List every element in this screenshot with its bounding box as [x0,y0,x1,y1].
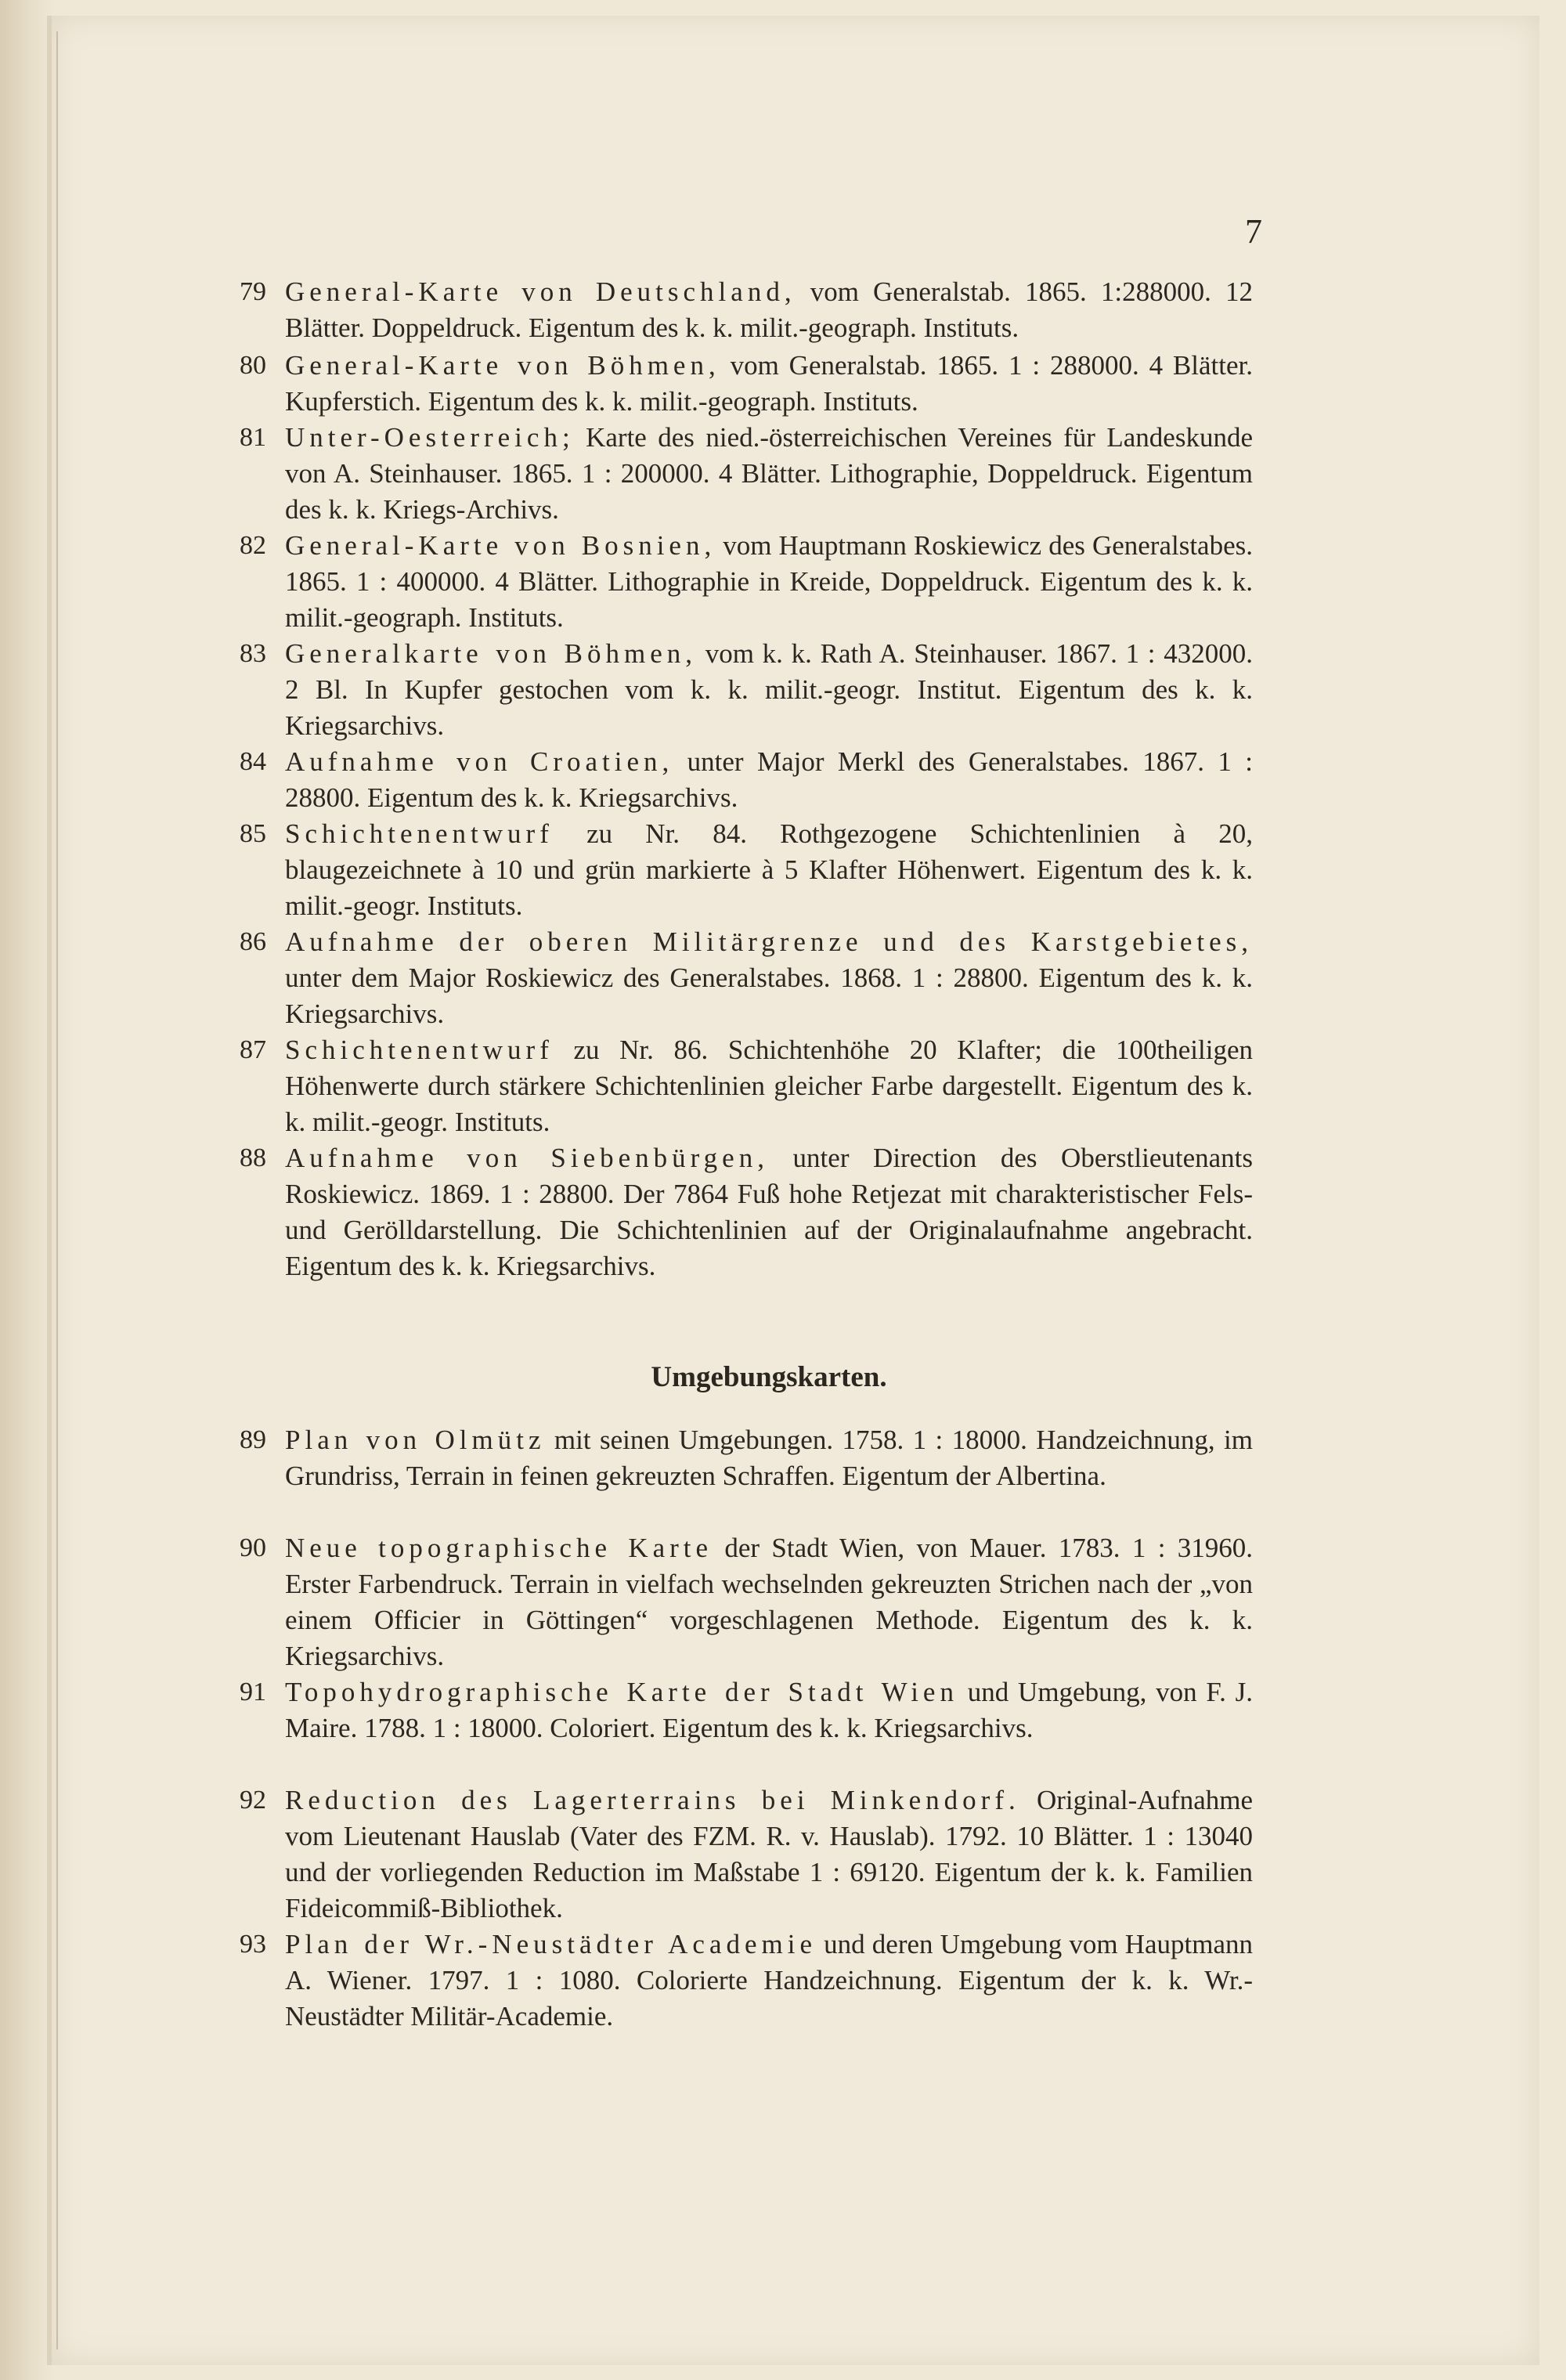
entry-body: der Stadt Wien, von Mauer. 1783. 1 : 31960. Erster Farbendruck. Terrain in vielfach wechselnden gekreuzten Strichen nach der „von einem Officier in Göttingen“ vorgeschlagenen Methode. Eigentum des k. k. Kriegsarchivs. [285,1533,1253,1671]
entry-body: Karte des nied.-österreichischen Vereines für Landeskunde von A. Steinhauser. 1865. 1 : 200000. 4 Blätter. Lithographie, Doppeldruck. Eigentum des k. k. Kriegs-Archivs. [285,422,1253,525]
entry-text [285,1140,1253,1284]
entry-text [285,1927,1253,2035]
entry-title: Aufnahme von Croatien, [285,746,674,777]
entry-number: 88 [240,1143,266,1172]
entry-number: 79 [240,277,266,306]
entry-title: Unter-Oesterreich; [285,422,575,453]
entry-number: 92 [240,1786,266,1815]
entry-title: General-Karte von Bosnien, [285,530,716,561]
entry-title: General-Karte von Böhmen, [285,350,720,381]
entry-number: 83 [240,639,266,668]
entry-number: 82 [240,531,266,560]
entry-body: vom k. k. Rath A. Steinhauser. 1867. 1 : 432000. 2 Bl. In Kupfer gestochen vom k. k. milit.-geogr. Institut. Eigentum des k. k. Kriegsarchivs. [285,638,1254,741]
entry-body: und Umgebung, von F. J. Maire. 1788. 1 : 18000. Coloriert. Eigentum des k. k. Kriegsarchivs. [285,1677,1253,1743]
entry-number: 85 [240,819,266,848]
entry-body: unter Major Merkl des Generalstabes. 1867. 1 : 28800. Eigentum des k. k. Kriegsarchivs. [285,746,1253,813]
entry-text [285,1530,1253,1674]
entry-number: 89 [240,1425,266,1454]
entry-text [285,1032,1253,1140]
entry-number: 80 [240,351,266,380]
entry-body: unter Direction des Oberstlieutenants Roskiewicz. 1869. 1 : 28800. Der 7864 Fuß hohe Retjezat mit charakteristischer Fels- und Gerölldarstellung. Die Schichtenlinien auf der Originalaufnahme angebracht. Eigentum des k. k. Kriegsarchivs. [285,1143,1253,1281]
entry-title: Plan von Olmütz [285,1425,546,1455]
entry-title: Aufnahme von Siebenbürgen, [285,1143,769,1173]
entry-text [285,924,1253,1032]
entry-number: 84 [240,747,266,776]
entry-title: Neue topographische Karte [285,1533,713,1563]
entry-title: Plan der Wr.-Neustädter Academie [285,1929,817,1959]
entry-title: Reduction des Lagerterrains bei Minkendorf. [285,1785,1020,1815]
entry-text [285,744,1253,816]
entry-title: Generalkarte von Böhmen, [285,638,698,669]
entry-body: mit seinen Umgebungen. 1758. 1 : 18000. Handzeichnung, im Grundriss, Terrain in feinen gekreuzten Schraffen. Eigentum der Albertina. [285,1425,1253,1491]
entry-text [285,348,1253,420]
entry-text [285,816,1253,924]
spine-line [56,31,58,2349]
entry-body: vom Generalstab. 1865. 1 : 288000. 4 Blätter. Kupferstich. Eigentum des k. k. milit.-geograph. Instituts. [285,350,1253,417]
entry-body: unter dem Major Roskiewicz des Generalstabes. 1868. 1 : 28800. Eigentum des k. k. Kriegsarchivs. [285,962,1253,1029]
entry-title: Schichtenentwurf [285,818,554,849]
entry-number: 86 [240,927,266,956]
entry-title: General-Karte von Deutschland, [285,276,796,307]
page-number: 7 [1245,212,1262,251]
entry-title: Topohydrographische Karte der Stadt Wien [285,1677,958,1707]
entry-body: Original-Aufnahme vom Lieutenant Hauslab (Vater des FZM. R. v. Hauslab). 1792. 10 Blätter. 1 : 13040 und der vorliegenden Reduction im Maßstabe 1 : 69120. Eigentum der k. k. Familien Fideicommiß-Bibliothek. [285,1785,1253,1923]
entry-text [285,528,1253,636]
entry-body: zu Nr. 86. Schichtenhöhe 20 Klafter; die 100theiligen Höhenwerte durch stärkere Schichtenlinien gleicher Farbe dargestellt. Eigentum des k. k. milit.-geogr. Instituts. [285,1035,1253,1137]
entry-text [285,1674,1253,1746]
entry-text [285,420,1253,528]
entry-number: 93 [240,1930,266,1959]
entry-body: vom Hauptmann Roskiewicz des Generalstabes. 1865. 1 : 400000. 4 Blätter. Lithographie in Kreide, Doppeldruck. Eigentum des k. k. milit.-geograph. Instituts. [285,530,1253,633]
entry-text [285,1782,1253,1927]
entry-text [285,636,1253,744]
entry-body: zu Nr. 84. Rothgezogene Schichtenlinien à 20, blaugezeichnete à 10 und grün markierte à 5 Klafter Höhenwert. Eigentum des k. k. milit.-geogr. Instituts. [285,818,1253,921]
entry-number: 87 [240,1035,266,1064]
entry-title: Schichtenentwurf [285,1035,554,1065]
entry-text [285,274,1253,346]
entry-number: 81 [240,423,266,452]
entry-text [285,1422,1253,1494]
section-heading: Umgebungskarten. [651,1361,887,1393]
entry-number: 90 [240,1533,266,1562]
entry-number: 91 [240,1678,266,1706]
entry-body: vom Generalstab. 1865. 1:288000. 12 Blätter. Doppeldruck. Eigentum des k. k. milit.-geograph. Instituts. [285,276,1253,343]
entry-title: Aufnahme der oberen Militärgrenze und des Karstgebietes, [285,926,1253,957]
entry-body: und deren Umgebung vom Hauptmann A. Wiener. 1797. 1 : 1080. Colorierte Handzeichnung. Eigentum der k. k. Wr.-Neustädter Militär-Academie. [285,1929,1253,2031]
